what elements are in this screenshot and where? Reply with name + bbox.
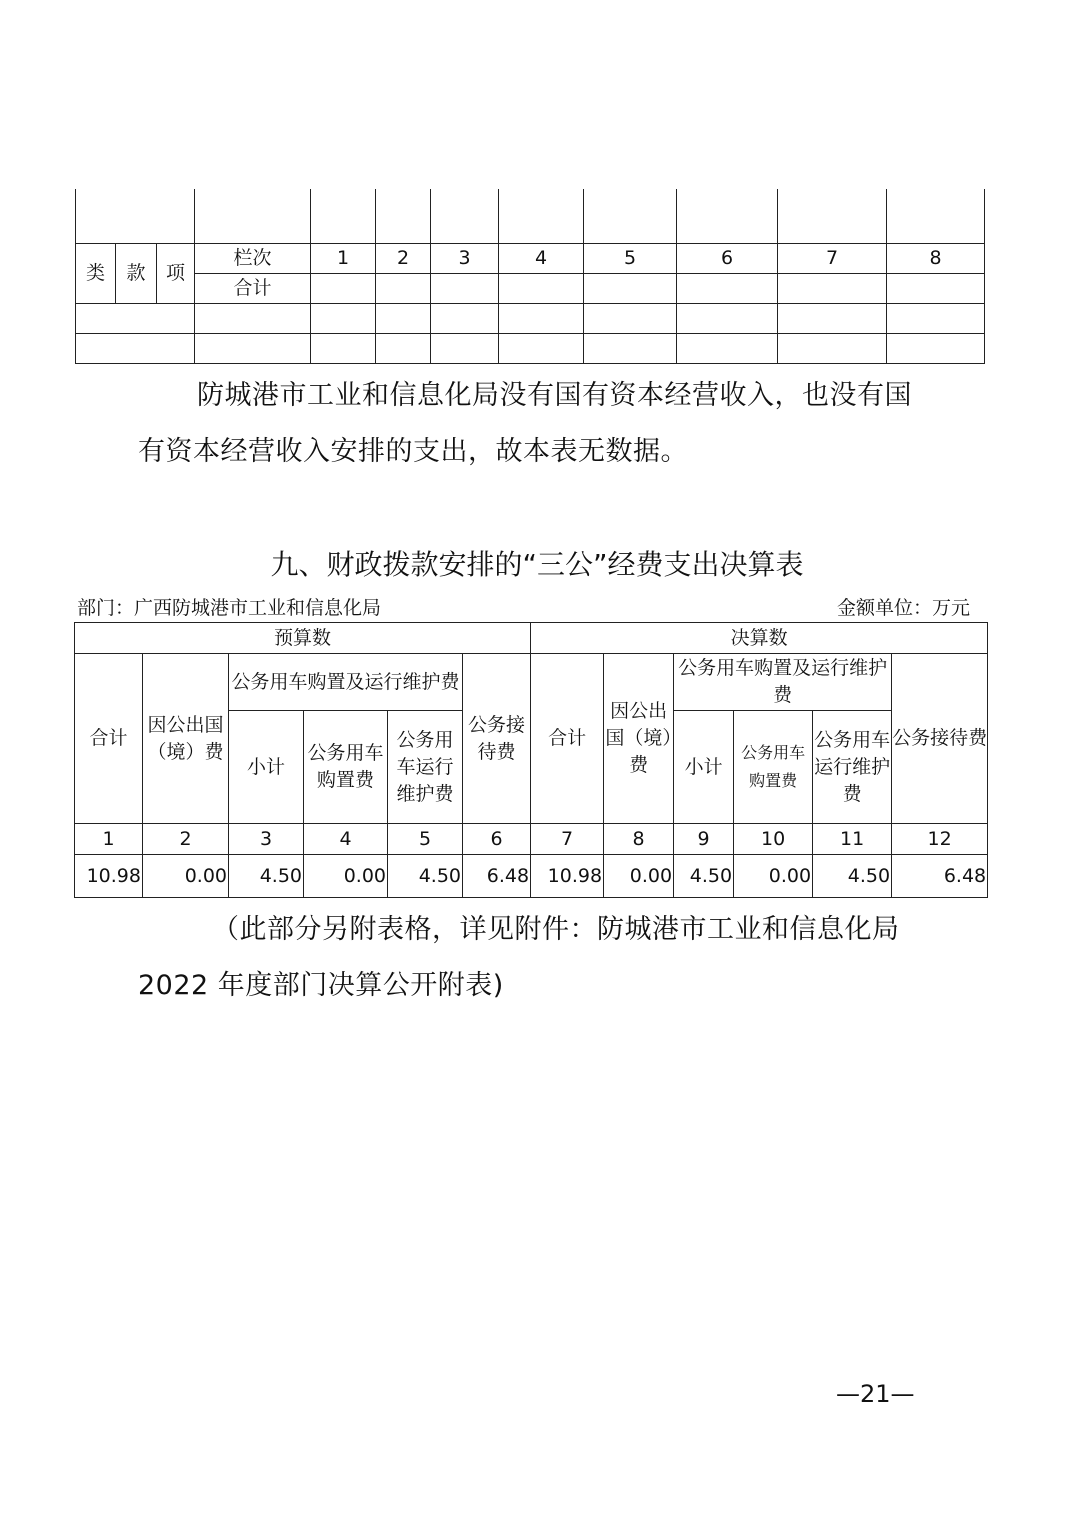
value-cell: 4.50 (229, 855, 304, 898)
col-number: 4 (304, 824, 388, 855)
blank-cell (778, 189, 887, 244)
blank-cell (584, 304, 677, 334)
department-label: 部门：广西防城港市工业和信息化局 (77, 597, 382, 619)
col-number: 5 (584, 244, 677, 274)
travel-header: 因公出国（境）费 (143, 654, 229, 824)
row-heji: 合计 (195, 274, 311, 304)
reception-header: 公务接待费 (463, 654, 531, 824)
value-cell: 6.48 (892, 855, 988, 898)
blank-cell (887, 274, 985, 304)
blank-cell (376, 189, 431, 244)
paragraph-line: （此部分另附表格，详见附件：防城港市工业和信息化局 (212, 914, 900, 945)
paragraph-line: 有资本经营收入安排的支出，故本表无数据。 (138, 436, 688, 467)
blank-cell (584, 274, 677, 304)
value-cell: 10.98 (531, 855, 604, 898)
blank-cell (311, 189, 376, 244)
blank-cell (584, 334, 677, 364)
blank-cell (887, 334, 985, 364)
blank-cell (195, 334, 311, 364)
blank-cell (778, 304, 887, 334)
car-group-header: 公务用车购置及运行维护费 (674, 654, 892, 711)
blank-cell (195, 304, 311, 334)
col-number: 8 (887, 244, 985, 274)
page-number: —21— (836, 1380, 915, 1408)
value-cell: 4.50 (674, 855, 734, 898)
blank-cell (376, 304, 431, 334)
blank-cell (195, 189, 311, 244)
value-cell: 4.50 (813, 855, 892, 898)
blank-cell (677, 189, 778, 244)
col-number: 9 (674, 824, 734, 855)
blank-cell (677, 304, 778, 334)
col-number: 7 (778, 244, 887, 274)
blank-cell (778, 334, 887, 364)
col-number: 1 (311, 244, 376, 274)
blank-cell (887, 189, 985, 244)
state-capital-table (75, 189, 985, 364)
col-number: 8 (604, 824, 674, 855)
blank-cell (76, 189, 195, 244)
reception-header: 公务接待费 (892, 654, 988, 824)
blank-cell (76, 304, 195, 334)
value-cell: 0.00 (604, 855, 674, 898)
blank-cell (76, 334, 195, 364)
final-header: 决算数 (531, 623, 988, 654)
paragraph-line: 防城港市工业和信息化局没有国有资本经营收入，也没有国 (197, 380, 912, 411)
budget-header: 预算数 (75, 623, 531, 654)
blank-cell (499, 334, 584, 364)
blank-cell (431, 189, 499, 244)
col-number: 5 (388, 824, 463, 855)
value-cell: 0.00 (304, 855, 388, 898)
col-number: 3 (431, 244, 499, 274)
blank-cell (584, 189, 677, 244)
blank-cell (431, 274, 499, 304)
col-lei: 类 (76, 244, 116, 304)
blank-cell (778, 274, 887, 304)
car-purchase-header: 公务用车购置费 (304, 711, 388, 824)
blank-cell (499, 274, 584, 304)
col-number: 1 (75, 824, 143, 855)
heji-header: 合计 (75, 654, 143, 824)
col-number: 12 (892, 824, 988, 855)
subtotal-header: 小计 (229, 711, 304, 824)
blank-cell (677, 334, 778, 364)
blank-cell (499, 304, 584, 334)
col-number: 2 (143, 824, 229, 855)
col-number: 4 (499, 244, 584, 274)
blank-cell (311, 304, 376, 334)
subtotal-header: 小计 (674, 711, 734, 824)
value-cell: 4.50 (388, 855, 463, 898)
blank-cell (311, 334, 376, 364)
paragraph-line: 2022 年度部门决算公开附表) (138, 970, 504, 1001)
col-number: 2 (376, 244, 431, 274)
blank-cell (431, 304, 499, 334)
car-operation-header: 公务用车运行维护费 (813, 711, 892, 824)
blank-cell (887, 304, 985, 334)
row-lanci: 栏次 (195, 244, 311, 274)
col-xiang: 项 (157, 244, 195, 304)
blank-cell (376, 274, 431, 304)
section-title: 九、财政拨款安排的“三公”经费支出决算表 (270, 548, 804, 581)
blank-cell (677, 274, 778, 304)
blank-cell (499, 189, 584, 244)
col-number: 7 (531, 824, 604, 855)
col-number: 3 (229, 824, 304, 855)
travel-header: 因公出国（境）费 (604, 654, 674, 824)
value-cell: 0.00 (143, 855, 229, 898)
car-operation-header: 公务用车运行维护费 (388, 711, 463, 824)
heji-header: 合计 (531, 654, 604, 824)
car-group-header: 公务用车购置及运行维护费 (229, 654, 463, 711)
blank-cell (376, 334, 431, 364)
unit-label: 金额单位：万元 (836, 597, 970, 619)
blank-cell (311, 274, 376, 304)
value-cell: 6.48 (463, 855, 531, 898)
col-number: 6 (677, 244, 778, 274)
col-kuan: 款 (116, 244, 157, 304)
col-number: 11 (813, 824, 892, 855)
value-cell: 0.00 (734, 855, 813, 898)
car-purchase-header: 公务用车购置费 (734, 711, 813, 824)
value-cell: 10.98 (75, 855, 143, 898)
col-number: 10 (734, 824, 813, 855)
sangong-expense-table (74, 622, 988, 898)
col-number: 6 (463, 824, 531, 855)
blank-cell (431, 334, 499, 364)
